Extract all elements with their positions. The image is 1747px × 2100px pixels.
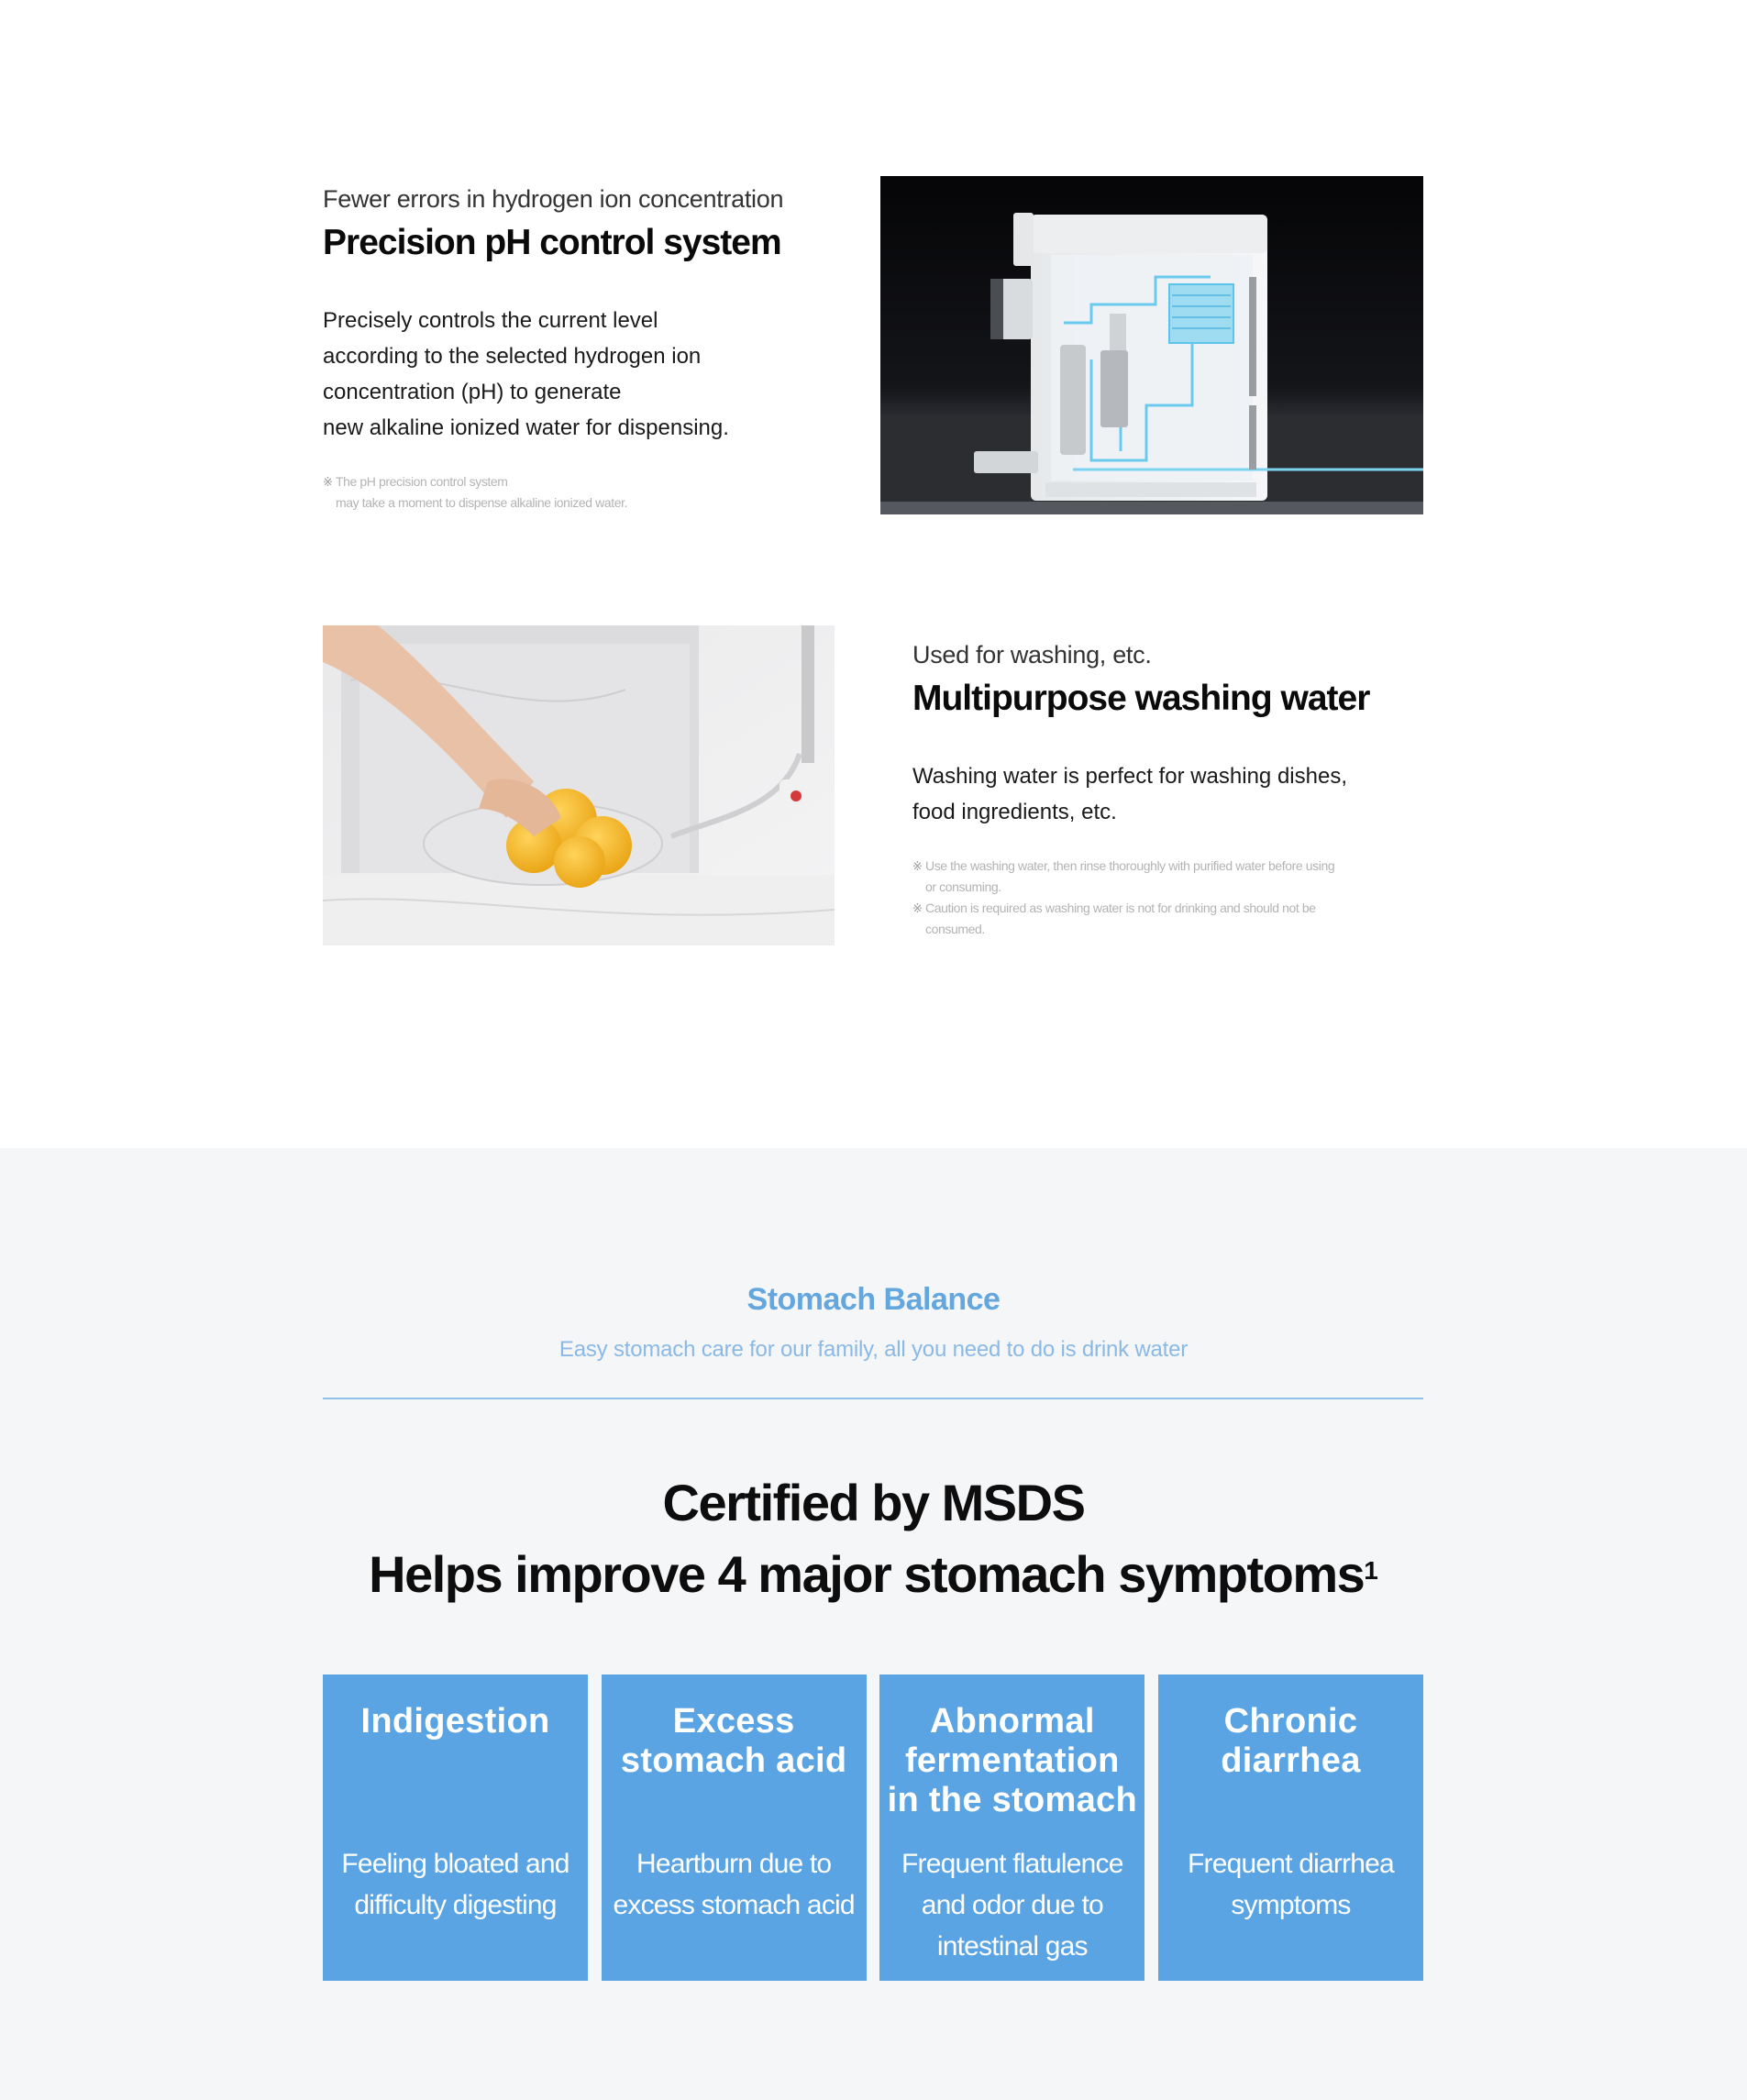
note-mark: ※ xyxy=(323,475,333,489)
symptom-card-indigestion xyxy=(323,1674,588,1981)
washing-feature-title: Multipurpose washing water xyxy=(912,679,1370,718)
note-mark: ※ xyxy=(912,901,923,915)
ph-feature-text xyxy=(323,182,836,514)
note-text: Use the washing water, then rinse thoroughly with purified water before using or consuming. xyxy=(925,858,1335,894)
ph-feature-kicker: Fewer errors in hydrogen ion concentration xyxy=(323,185,784,213)
water-purifier-image xyxy=(880,176,1423,514)
symptom-card-title: Chronic diarrhea xyxy=(1221,1702,1361,1780)
washing-feature-text xyxy=(912,637,1426,940)
washing-fruit-image xyxy=(323,625,835,945)
note-text: The pH precision control system may take a moment to dispense alkaline ionized water. xyxy=(336,474,628,510)
symptom-card-title: Indigestion xyxy=(360,1702,550,1741)
symptom-card-excess-acid xyxy=(602,1674,867,1981)
footnote-reference: 1 xyxy=(1364,1556,1378,1585)
washing-feature-description: Washing water is perfect for washing dishes, food ingredients, etc. xyxy=(912,764,1347,824)
symptom-card-description: Heartburn due to excess stomach acid xyxy=(613,1849,855,1920)
note-mark: ※ xyxy=(912,859,923,873)
section-divider xyxy=(323,1398,1423,1399)
symptom-card-diarrhea xyxy=(1158,1674,1423,1981)
ph-feature-notes xyxy=(323,471,836,514)
certification-heading-line2: Helps improve 4 major stomach symptoms xyxy=(369,1545,1365,1603)
stomach-section-title: Stomach Balance xyxy=(746,1282,1001,1317)
symptom-card-description: Frequent flatulence and odor due to intestinal gas xyxy=(901,1849,1123,1962)
washing-feature-note xyxy=(912,898,1426,940)
ph-feature-description: Precisely controls the current level according to the selected hydrogen ion concentration (pH) to generate new alkaline ionized water for dispensing. xyxy=(323,308,729,440)
symptom-card-title: Excess stomach acid xyxy=(620,1702,847,1780)
certification-heading xyxy=(0,1467,1747,1610)
symptom-card-title: Abnormal fermentation in the stomach xyxy=(887,1702,1137,1819)
washing-feature-kicker: Used for washing, etc. xyxy=(912,641,1152,669)
stomach-section-subtitle: Easy stomach care for our family, all you need to do is drink water xyxy=(558,1337,1189,1362)
washing-feature-note xyxy=(912,856,1426,898)
certification-heading-line2-wrap xyxy=(0,1539,1747,1610)
symptom-card-fermentation xyxy=(879,1674,1144,1981)
ph-feature-title: Precision pH control system xyxy=(323,223,781,262)
symptom-card-description: Feeling bloated and difficulty digesting xyxy=(341,1849,569,1920)
certification-heading-line1: Certified by MSDS xyxy=(662,1474,1085,1531)
symptom-card-description: Frequent diarrhea symptoms xyxy=(1188,1849,1394,1920)
ph-feature-note xyxy=(323,471,836,514)
washing-feature-notes xyxy=(912,856,1426,940)
note-text: Caution is required as washing water is not for drinking and should not be consumed. xyxy=(925,901,1316,936)
symptom-cards xyxy=(323,1674,1423,1981)
